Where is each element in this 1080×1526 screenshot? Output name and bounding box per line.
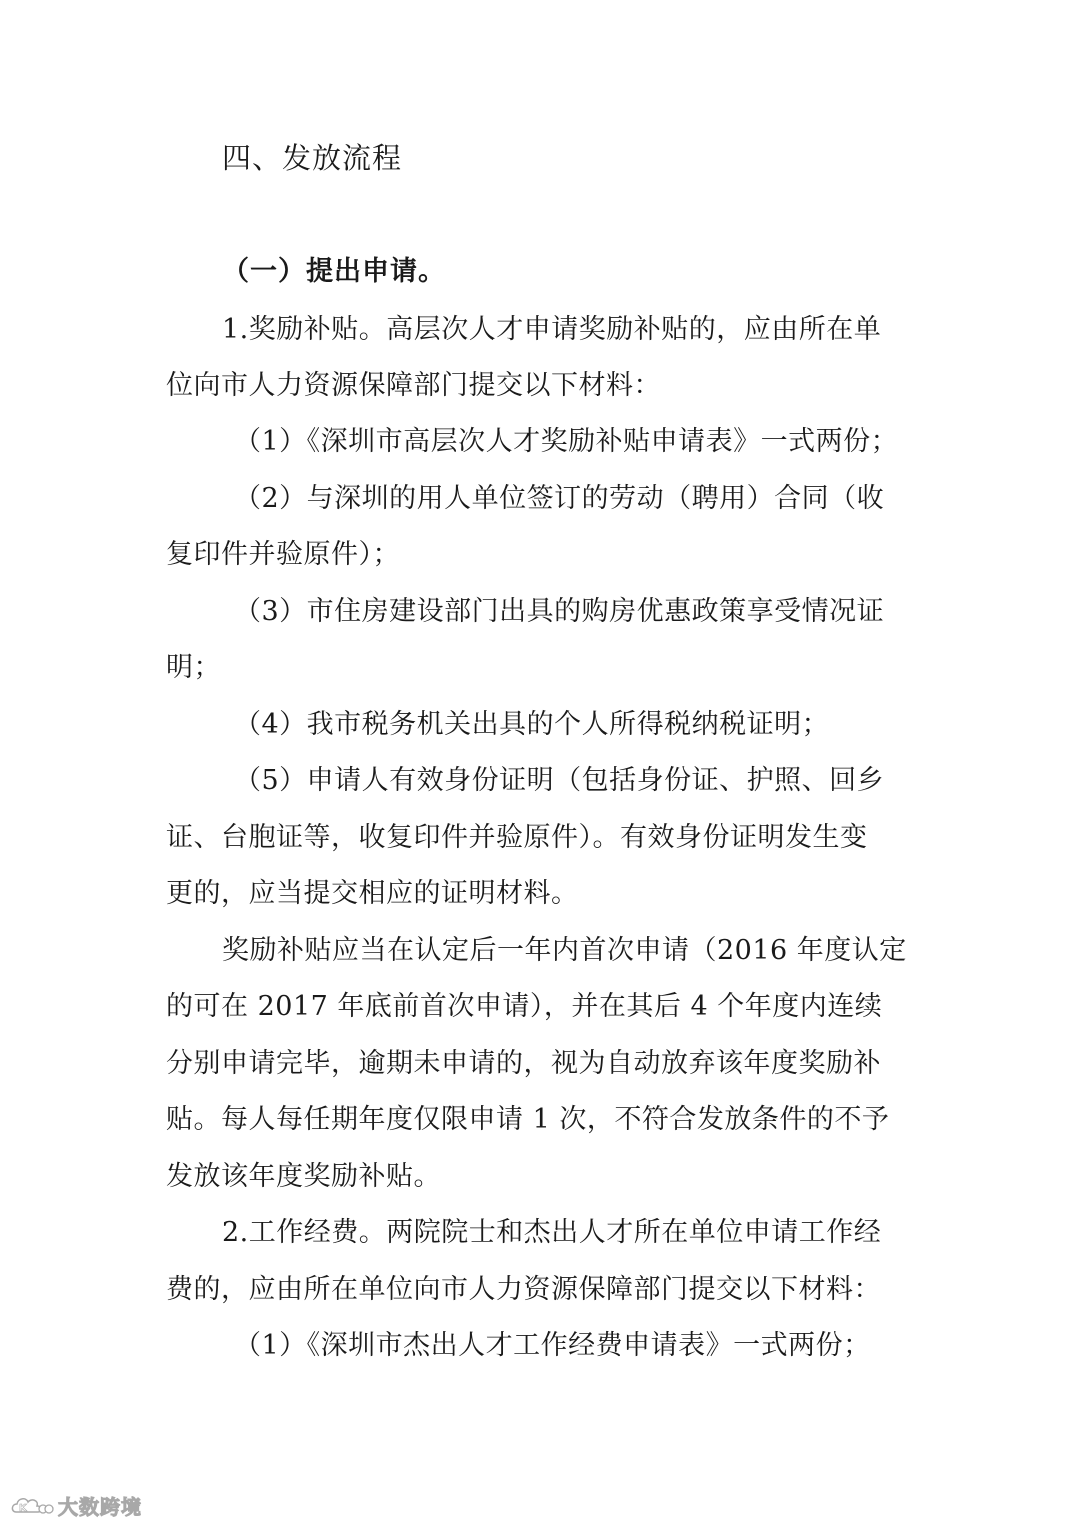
paragraph-line: 发放该年度奖励补贴。 xyxy=(166,1161,441,1192)
paragraph-line: 2.工作经费。两院院士和杰出人才所在单位申请工作经 xyxy=(222,1217,882,1248)
list-item: （1）《深圳市高层次人才奖励补贴申请表》一式两份； xyxy=(234,426,899,457)
paragraph-line: 证、台胞证等，收复印件并验原件）。有效身份证明发生变 xyxy=(166,822,868,853)
paragraph-line: 复印件并验原件）； xyxy=(166,539,400,570)
paragraph-line: 贴。每人每任期年度仅限申请 1 次，不符合发放条件的不予 xyxy=(166,1104,890,1135)
paragraph-line: 位向市人力资源保障部门提交以下材料： xyxy=(166,370,661,401)
list-item: （5）申请人有效身份证明（包括身份证、护照、回乡 xyxy=(234,765,885,796)
subsection-title: （一）提出申请。 xyxy=(222,256,446,287)
paragraph-line: 费的，应由所在单位向市人力资源保障部门提交以下材料： xyxy=(166,1274,881,1305)
paragraph-line: 的可在 2017 年底前首次申请），并在其后 4 个年度内连续 xyxy=(166,991,883,1022)
section-title: 四、发放流程 xyxy=(222,141,403,175)
paragraph-line: 更的，应当提交相应的证明材料。 xyxy=(166,878,579,909)
cloud-logo-icon xyxy=(10,1492,54,1518)
logo-letter: K xyxy=(19,1503,27,1514)
paragraph-line: 奖励补贴应当在认定后一年内首次申请（2016 年度认定 xyxy=(222,935,907,966)
paragraph-line: 1.奖励补贴。高层次人才申请奖励补贴的，应由所在单 xyxy=(222,314,882,345)
watermark-text: 大数跨境 xyxy=(58,1494,142,1519)
list-item: （4）我市税务机关出具的个人所得税纳税证明； xyxy=(234,709,830,740)
list-item: （3）市住房建设部门出具的购房优惠政策享受情况证 xyxy=(234,596,885,627)
list-item: （1）《深圳市杰出人才工作经费申请表》一式两份； xyxy=(234,1330,871,1361)
paragraph-line: 明； xyxy=(166,652,221,683)
list-item: （2）与深圳的用人单位签订的劳动（聘用）合同（收 xyxy=(234,483,885,514)
paragraph-line: 分别申请完毕，逾期未申请的，视为自动放弃该年度奖励补 xyxy=(166,1048,881,1079)
watermark xyxy=(10,1490,142,1520)
